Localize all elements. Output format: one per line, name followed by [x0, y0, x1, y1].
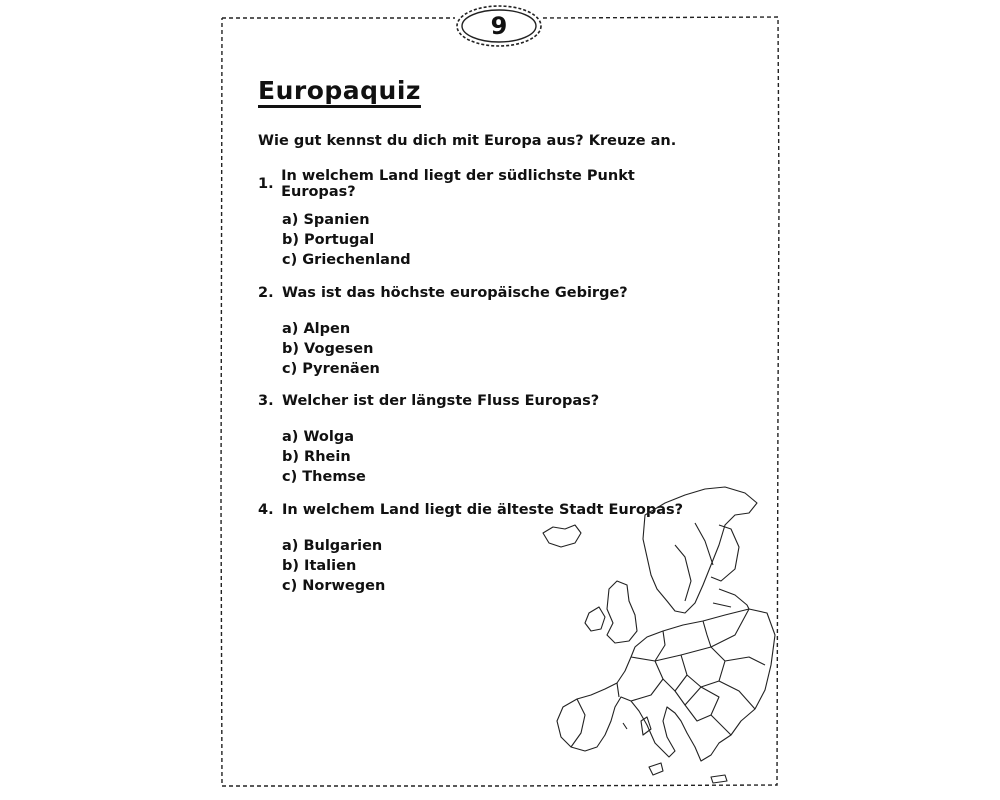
- answer-option[interactable]: c) Griechenland: [282, 252, 411, 268]
- question-number: 2.: [258, 285, 274, 301]
- answer-option[interactable]: b) Portugal: [282, 232, 375, 248]
- answer-option[interactable]: c) Pyrenäen: [282, 361, 380, 377]
- intro-text: Wie gut kennst du dich mit Europa aus? Kreuze an.: [258, 133, 677, 149]
- answer-option[interactable]: a) Wolga: [282, 429, 355, 445]
- answer-option[interactable]: a) Spanien: [282, 212, 370, 228]
- question-2: [258, 283, 698, 379]
- answer-options: [282, 210, 698, 270]
- question-text: In welchem Land liegt die älteste Stadt Europas?: [282, 502, 684, 518]
- question-text: Was ist das höchste europäische Gebirge?: [282, 285, 628, 301]
- answer-option[interactable]: b) Rhein: [282, 449, 351, 465]
- page-number-badge: [455, 3, 543, 49]
- answer-option[interactable]: b) Vogesen: [282, 341, 374, 357]
- question-1: [258, 168, 698, 270]
- question-text: In welchem Land liegt der südlichste Punkt Europas?: [281, 168, 635, 200]
- question-number: 4.: [258, 502, 274, 518]
- answer-option[interactable]: c) Themse: [282, 469, 366, 485]
- answer-option[interactable]: a) Alpen: [282, 321, 351, 337]
- question-text: Welcher ist der längste Fluss Europas?: [282, 393, 600, 409]
- answer-option[interactable]: a) Bulgarien: [282, 538, 383, 554]
- question-number: 1.: [258, 176, 274, 192]
- europe-map-icon: [535, 485, 785, 790]
- answer-options: [282, 427, 698, 487]
- answer-option[interactable]: c) Norwegen: [282, 578, 386, 594]
- question-3: [258, 391, 698, 487]
- answer-options: [282, 319, 698, 379]
- question-number: 3.: [258, 393, 274, 409]
- page-number: 9: [490, 12, 508, 40]
- page-title: Europaquiz: [258, 76, 421, 105]
- answer-option[interactable]: b) Italien: [282, 558, 357, 574]
